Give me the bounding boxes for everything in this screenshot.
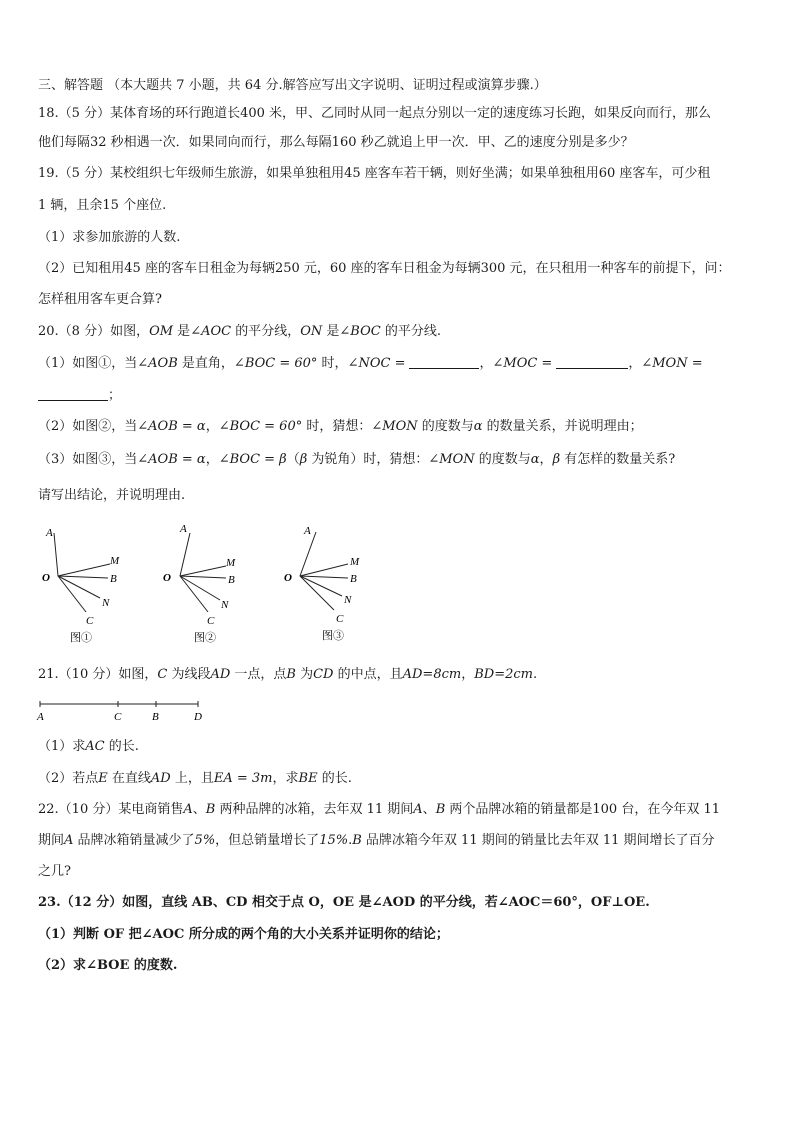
q20-p3-text: 为锐角）时，猜想： bbox=[307, 452, 429, 467]
q20-on: ON bbox=[300, 324, 323, 339]
q20-om: OM bbox=[149, 324, 174, 339]
q20-p2-text: 的度数与 bbox=[417, 419, 474, 434]
q20-p2-angle-aob: ∠AOB = α bbox=[137, 419, 206, 434]
q20-p1-blank-moc[interactable] bbox=[556, 356, 628, 369]
q20-f2-label-m: M bbox=[226, 557, 236, 569]
q20-f2-label-a: A bbox=[180, 523, 187, 535]
q22-line-1 bbox=[38, 802, 720, 818]
q22-percent-5: 5% bbox=[194, 833, 216, 848]
q20-f3-label-n: N bbox=[344, 594, 352, 606]
q22-line-2 bbox=[38, 833, 715, 849]
q20-f2-label-c: C bbox=[207, 615, 215, 627]
q21-p1-text: （1）求 bbox=[38, 739, 86, 754]
q20-p2-angle-mon: ∠MON bbox=[371, 419, 418, 434]
q20-p3-text: ， bbox=[205, 452, 219, 467]
q22-brand-b: B bbox=[205, 802, 216, 817]
q21-p2-text: 在直线 bbox=[107, 771, 151, 786]
q20-f1-label-a: A bbox=[46, 527, 53, 539]
q21-stem-text: 为 bbox=[295, 667, 314, 682]
q20-p1-text: 时， bbox=[317, 356, 348, 371]
q20-p1-angle-noc: ∠NOC = bbox=[347, 356, 406, 371]
q21-label-d: D bbox=[194, 711, 202, 723]
q22-percent-15: 15% bbox=[319, 833, 349, 848]
q20-p3-text: （3）如图③，当 bbox=[38, 452, 138, 467]
q20-p3-text: ， bbox=[539, 452, 553, 467]
q20-angle-boc: ∠BOC bbox=[339, 324, 381, 339]
q20-part-3 bbox=[38, 452, 675, 468]
q20-f1-label-n: N bbox=[102, 597, 110, 609]
q20-part-1-cont bbox=[38, 388, 121, 404]
q20-f3-label-m: M bbox=[350, 556, 360, 568]
q20-p3-text: （ bbox=[286, 452, 300, 467]
q22-brand-b: B bbox=[352, 833, 362, 848]
q22-text: 两种品牌的冰箱，去年双 11 期间 bbox=[215, 802, 414, 817]
q20-p2-angle-boc: ∠BOC = 60° bbox=[218, 419, 303, 434]
q23-part-2: （2）求∠BOE 的度数. bbox=[38, 958, 178, 973]
q21-p2-ea: EA = 3m bbox=[213, 771, 273, 786]
q22-text: 、 bbox=[192, 802, 206, 817]
q21-label-b: B bbox=[152, 711, 159, 723]
q18-line-1: 18.（5 分）某体育场的环行跑道长400 米，甲、乙同时从同一起点分别以一定的速度练习长跑，如果反向而行，那么 bbox=[38, 106, 712, 121]
q21-stem-text: . bbox=[532, 667, 538, 682]
q21-p2-text: 的长. bbox=[317, 771, 352, 786]
q20-stem-text: 是 bbox=[173, 324, 191, 339]
q20-p2-text: ， bbox=[205, 419, 219, 434]
q20-f2-label-b: B bbox=[228, 574, 235, 586]
q20-p1-angle-aob: ∠AOB bbox=[137, 356, 178, 371]
q21-p2-text: 上，且 bbox=[170, 771, 214, 786]
q20-f3-label-c: C bbox=[336, 613, 344, 625]
q21-label-c: C bbox=[114, 711, 122, 723]
q20-f3-caption: 图③ bbox=[322, 630, 344, 642]
q19-line-2: 1 辆，且余15 个座位. bbox=[38, 198, 167, 213]
q20-p2-text: 的数量关系，并说明理由； bbox=[482, 419, 643, 434]
q20-p1-text: （1）如图①，当 bbox=[38, 356, 138, 371]
q21-p2-be: BE bbox=[298, 771, 318, 786]
q20-f3-label-a: A bbox=[304, 525, 311, 537]
q19-part-1: （1）求参加旅游的人数. bbox=[38, 230, 181, 245]
q21-segment-figure bbox=[34, 698, 214, 724]
q20-f3-label-b: B bbox=[350, 573, 357, 585]
q19-part-2-line-2: 怎样租用客车更合算? bbox=[38, 292, 162, 307]
q20-p3-text: 的度数与 bbox=[474, 452, 531, 467]
q20-p1-blank-noc[interactable] bbox=[409, 356, 479, 369]
q20-p3-beta: β bbox=[552, 452, 561, 467]
q20-f1-label-b: B bbox=[110, 573, 117, 585]
q20-p2-text: 时，猜想： bbox=[302, 419, 372, 434]
q21-p2-text: （2）若点 bbox=[38, 771, 99, 786]
q22-text: 品牌冰箱今年双 11 期间的销量比去年双 11 期间增长了百分 bbox=[361, 833, 715, 848]
q20-p1-text: ， bbox=[479, 356, 493, 371]
q21-stem-text: 一点，点 bbox=[230, 667, 287, 682]
q20-f1-label-o: O bbox=[42, 572, 50, 584]
q22-text: 两个品牌冰箱的销量都是100 台，在今年双 11 bbox=[445, 802, 721, 817]
q21-stem-text: 21.（10 分）如图， bbox=[38, 667, 158, 682]
q21-segment-cd: CD bbox=[313, 667, 334, 682]
q20-stem-text: 20.（8 分）如图， bbox=[38, 324, 150, 339]
q20-stem bbox=[38, 324, 441, 340]
q21-point-c: C bbox=[157, 667, 168, 682]
q20-p1-text: ， bbox=[628, 356, 642, 371]
q22-brand-a: A bbox=[413, 802, 423, 817]
q20-part-1 bbox=[38, 356, 703, 372]
q20-stem-text: 的平分线， bbox=[231, 324, 301, 339]
q21-stem-text: 的中点，且 bbox=[333, 667, 403, 682]
q20-p1-angle-boc: ∠BOC = 60° bbox=[233, 356, 318, 371]
q20-p3-beta: β bbox=[299, 452, 308, 467]
q22-text: . bbox=[348, 833, 353, 848]
q21-stem bbox=[38, 667, 537, 683]
q22-brand-b: B bbox=[435, 802, 446, 817]
q21-part-2 bbox=[38, 771, 352, 787]
q20-figures bbox=[30, 518, 390, 648]
q21-stem-text: 为线段 bbox=[167, 667, 211, 682]
q21-p2-line-ad: AD bbox=[150, 771, 171, 786]
q20-p3-angle-aob: ∠AOB = α bbox=[137, 452, 206, 467]
section-header: 三、解答题 （本大题共 7 小题，共 64 分.解答应写出文字说明、证明过程或演算步骤.） bbox=[38, 78, 547, 93]
q20-p1-angle-mon: ∠MON = bbox=[641, 356, 703, 371]
q20-f2-label-n: N bbox=[221, 599, 229, 611]
q20-f3-label-o: O bbox=[284, 572, 292, 584]
q22-brand-a: A bbox=[64, 833, 74, 848]
q22-brand-a: A bbox=[183, 802, 193, 817]
q20-f1-label-m: M bbox=[110, 555, 120, 567]
q20-p1-blank-mon[interactable] bbox=[38, 388, 108, 401]
q22-text: 期间 bbox=[38, 833, 65, 848]
q19-line-1: 19.（5 分）某校组织七年级师生旅游，如果单独租用45 座客车若干辆，则好坐满；如果单独租用60 座客车，可少租 bbox=[38, 166, 711, 181]
q20-part-3-line-2: 请写出结论，并说明理由. bbox=[38, 488, 186, 503]
q21-part-1 bbox=[38, 739, 139, 755]
q22-text: ，但总销量增长了 bbox=[215, 833, 320, 848]
q23-stem: 23.（12 分）如图，直线 AB、CD 相交于点 O，OE 是∠AOD 的平分线，若∠AOC＝60°，OF⊥OE. bbox=[38, 895, 650, 910]
q21-label-a: A bbox=[37, 711, 44, 723]
q23-part-1: （1）判断 OF 把∠AOC 所分成的两个角的大小关系并证明你的结论； bbox=[38, 927, 449, 942]
q20-figure-2 bbox=[163, 523, 236, 644]
q21-stem-text: ， bbox=[461, 667, 475, 682]
q21-p2-text: ，求 bbox=[272, 771, 299, 786]
q20-p1-angle-moc: ∠MOC = bbox=[492, 356, 553, 371]
q20-p1-text: 是直角， bbox=[177, 356, 234, 371]
q20-f1-label-c: C bbox=[86, 615, 94, 627]
q21-point-b: B bbox=[286, 667, 296, 682]
q20-f1-caption: 图① bbox=[70, 632, 92, 644]
q21-bd-length: BD=2cm bbox=[474, 667, 533, 682]
q18-line-2: 他们每隔32 秒相遇一次．如果同向而行，那么每隔160 秒乙就追上甲一次．甲、乙的速度分别是多少？ bbox=[38, 135, 634, 150]
q20-p3-angle-boc: ∠BOC = β bbox=[218, 452, 287, 467]
q20-part-2 bbox=[38, 419, 643, 435]
q22-text: 22.（10 分）某电商销售 bbox=[38, 802, 184, 817]
q22-text: 、 bbox=[422, 802, 436, 817]
q21-p2-point-e: E bbox=[98, 771, 108, 786]
q22-text: 品牌冰箱销量减少了 bbox=[73, 833, 195, 848]
q20-p2-text: （2）如图②，当 bbox=[38, 419, 138, 434]
q20-p2-alpha: α bbox=[473, 419, 483, 434]
q20-figure-3 bbox=[284, 525, 360, 642]
q19-part-2-line-1: （2）已知租用45 座的客车日租金为每辆250 元，60 座的客车日租金为每辆300 元，在只租用一种客车的前提下，问： bbox=[38, 261, 731, 276]
q21-ad-length: AD=8cm bbox=[402, 667, 462, 682]
q20-stem-text: 的平分线. bbox=[380, 324, 441, 339]
q20-stem-text: 是 bbox=[322, 324, 340, 339]
q20-angle-aoc: ∠AOC bbox=[190, 324, 232, 339]
q20-p3-text: 有怎样的数量关系? bbox=[560, 452, 676, 467]
q21-p1-ac: AC bbox=[85, 739, 105, 754]
q20-figure-1 bbox=[42, 527, 120, 644]
q20-f2-caption: 图② bbox=[194, 632, 216, 644]
q20-p3-alpha: α bbox=[530, 452, 540, 467]
q20-p1-text: ； bbox=[108, 388, 122, 403]
q20-p3-angle-mon: ∠MON bbox=[428, 452, 475, 467]
q20-f2-label-o: O bbox=[163, 572, 171, 584]
q21-segment-ad: AD bbox=[210, 667, 231, 682]
q21-p1-text: 的长. bbox=[104, 739, 139, 754]
q22-line-3: 之几? bbox=[38, 864, 71, 879]
